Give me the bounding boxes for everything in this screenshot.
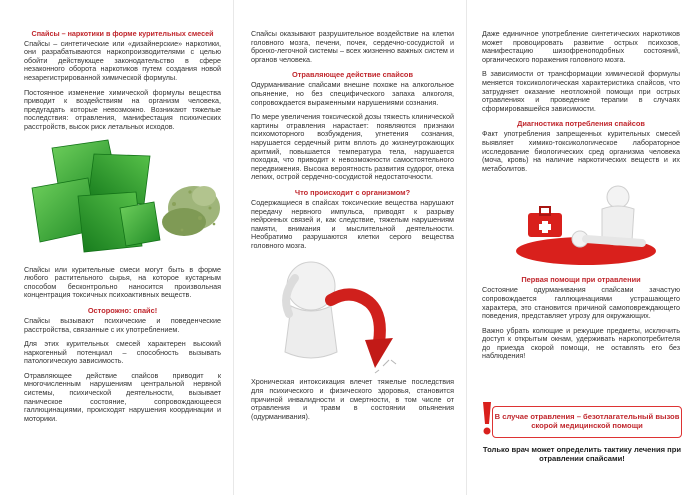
- spice-packets-illustration: [24, 138, 224, 260]
- intro-title: Спайсы – наркотики в форме курительных смесей: [31, 29, 214, 38]
- paragraph: Одурманивание спайсами внешне похоже на алкогольное опьянение, но без специфического запаха алкоголя, сопровождается выраженными нарушениями сознания.: [251, 80, 454, 107]
- paragraph: Спайсы или курительные смеси могут быть в форме любого растительного сырья, на которое кустарным способом бесконтрольно наносится произвольная концентрация токсичных психоактивных веществ.: [24, 264, 221, 300]
- first-aid-image: [482, 179, 680, 271]
- paragraph: Спайсы оказывают разрушительное воздействие на клетки головного мозга, печени, почек, сердечно-сосудистой и бронхо-легочной системы – всех жизненно важных систем и органов человека.: [251, 29, 454, 64]
- spice-packets-image: [24, 138, 221, 260]
- column-2: [233, 0, 466, 495]
- paragraph: Даже единичное употребление синтетических наркотиков может провоцировать развитие острых психозов, манифестацию шизофреноподобных состояний, органического поражения головного мозга.: [482, 29, 680, 64]
- section-heading: Отравляющее действие спайсов: [292, 70, 413, 80]
- paragraph: Содержащиеся в спайсах токсические вещества нарушают передачу нервного импульса, приводят к разрыву нейронных связей и, как следствие, тяжелым нарушениям памяти, внимания и мыслительной деятельности. Необратимо разрушаются клетки серого вещества головного мозга.: [251, 197, 454, 250]
- paragraph: В зависимости от трансформации химической формулы меняется токсикологическая характеристика спайсов, что затрудняет оказание неотложной помощи при острых отравлениях и проведение терапии в случаях сформировавшейся зависимости.: [482, 69, 680, 113]
- section-heading: Первая помощи при отравлении: [521, 275, 641, 285]
- final-note: Только врач может определить тактику лечения при отравлении спайсами!: [482, 445, 682, 464]
- paragraph: По мере увеличения токсической дозы тяжесть клинической картины отравления нарастает: появляются признаки психомоторного возбуждения, угнетения сознания, нарушается сердечный ритм вплоть до жизнеугрожающих аритмий, повышается температура тела, нарушается походка, что приводит к невозможности самостоятельного передвижения. Высока вероятность развития судорог, отека легких, острой сердечно-сосудистой недостаточности.: [251, 112, 454, 182]
- head-pain-image: [251, 256, 454, 374]
- section-heading: Что происходит с организмом?: [294, 187, 411, 197]
- paragraph: Для этих курительных смесей характерен высокий наркогенный потенциал – способность вызывать патологическую зависимость.: [24, 339, 221, 366]
- section-heading: Диагностика потребления спайсов: [517, 119, 645, 129]
- paragraph: Важно убрать колющие и режущие предметы, исключить доступ к открытым окнам, удерживать наркопотребителя до приезда скорой помощи, не оставлять его без наблюдения!: [482, 325, 680, 361]
- column-1: [0, 0, 233, 495]
- paragraph: Хроническая интоксикация влечет тяжелые последствия для психического и физического здоровья, становится причиной инвалидности и смертности, в том числе от отравления и травм в состоянии опьянения (одурманивания).: [251, 377, 454, 421]
- figure-with-arrow-illustration: [251, 256, 451, 374]
- paragraph: Факт употребления запрещенных курительных смесей выявляет химико-токсикологическое лабораторное исследование биологических сред организма человека (моча, кровь) на наличие наркотических веществ и их метаболитов.: [482, 129, 680, 173]
- alert-text: В случае отравления – безотлагательный вызов скорой медицинской помощи: [494, 412, 680, 431]
- first-aid-illustration: [482, 179, 680, 271]
- paragraph: Состояние одурманивания спайсами зачастую сопровождается галлюцинациями устрашающего характера, это становится причиной самоповреждающего поведения, представляет угрозу для окружающих.: [482, 285, 680, 321]
- paragraph: Отравляющее действие спайсов приводит к многочисленным нарушениям центральной нервной системы, психической деятельности, вызывает паническое состояние, сопровождающееся галлюцинациями, происходят нарушения координации и моторики.: [24, 370, 221, 423]
- alert-box: [492, 406, 682, 438]
- paragraph: Спайсы вызывают психические и поведенческие расстройства, связанные с их употреблением.: [24, 315, 221, 334]
- emergency-alert: [478, 402, 684, 442]
- intro-paragraph: Спайсы – синтетические или «дизайнерские» наркотики, они разрабатываются наркопроизводителями с целью обойти действующее законодательство в сфере незаконного оборота наркотиков путем создания новой незарегистрированной химической формулы.: [24, 38, 221, 82]
- paragraph: Постоянное изменение химической формулы вещества приводит к воздействиям на организм человека, предугадать которые невозможно. Возникают тяжелые последствия: отравления, манифестация психических расстройств, высок риск летальных исходов.: [24, 87, 221, 131]
- section-heading: Осторожно: спайс!: [87, 305, 158, 315]
